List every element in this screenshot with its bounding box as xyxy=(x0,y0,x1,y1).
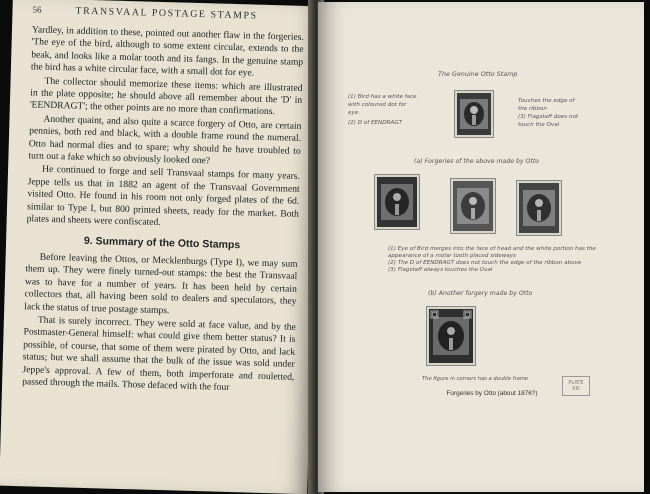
genuine-note-2: with coloured dot for xyxy=(348,102,407,108)
forgery-note-3: (2) The D of EENDRAGT does not touch the edge of the ribbon above xyxy=(388,260,582,266)
genuine-note-8: touch the Oval xyxy=(518,122,560,128)
forgery-note-4: (3) Flagstaff always touches the Oval xyxy=(388,267,493,273)
genuine-note-7: (3) Flagstaff does not xyxy=(518,114,579,120)
genuine-stamp xyxy=(454,90,494,138)
frame-caption: The figure in corners has a double frame xyxy=(422,376,529,382)
running-title: TRANSVAAL POSTAGE STAMPS xyxy=(75,5,258,22)
right-page-plate xyxy=(318,2,644,492)
paragraph: Another quaint, and also quite a scarce forgery of Otto, are certain pennies, both red and black, with a double frame round the numeral. Otto had normal dies and to spare; why should he have troubled to turn out a fake which so obviously looked one? xyxy=(28,113,302,167)
left-page xyxy=(0,0,321,494)
paragraph: That is surely incorrect. They were sold at face value, and by the Postmaster-General himself: what could give them better status? It is possible, of course, that some of them were pirated by Otto, and lack status; but we shall assume that the bulk of the issue was sold under Jeppe's approval. A few of them, both imperforate and rouletted, passed through the mails. Those defaced with the four xyxy=(22,314,296,393)
forgery-note-2: appearance of a molar tooth placed sideways xyxy=(388,253,516,259)
body-text xyxy=(22,24,304,397)
plate-mark-line-2: XIII xyxy=(572,386,580,392)
genuine-note-6: the ribbon xyxy=(518,106,547,112)
another-forgery-caption: (b) Another forgery made by Otto xyxy=(428,290,533,297)
section-heading: 9. Summary of the Otto Stamps xyxy=(83,234,241,251)
plate-number-mark xyxy=(562,376,590,396)
paragraph: The collector should memorize these items: which are illustrated in the plate opposite; he should above all remember about the 'D' in 'EENDRAGT'; the other points are no more than confirmations. xyxy=(29,75,303,118)
forgery-stamp-1 xyxy=(374,174,420,230)
plate-title: The Genuine Otto Stamp xyxy=(438,70,518,78)
genuine-note-4: (2) D of EENDRAGT xyxy=(348,120,402,126)
forgery-stamp-2 xyxy=(450,178,496,234)
paragraph: He continued to forge and sell Transvaal stamps for many years. Jeppe tells us that in 1882 an agent of the Transvaal Government visited Otto. He found in his room not only forged plates of the 6d. similar to Type I, but 800 printed sheets, ready for the market. Both plates and sheets were confiscated. xyxy=(26,164,301,229)
forgeries-caption: (a) Forgeries of the above made by Otto xyxy=(414,158,540,165)
genuine-note-5: Touches the edge of xyxy=(518,98,575,104)
page-number: 56 xyxy=(32,4,42,15)
forgery-stamp-3 xyxy=(516,180,562,236)
paragraph: Yardley, in addition to these, pointed out another flaw in the forgeries. 'The eye of the bird, although to some extent circular, extends to the beak, and looks like a molar tooth and its fangs. In the genuine stamp the bird has a white circular face, with a small dot for eye. xyxy=(30,24,305,79)
genuine-note-3: eye. xyxy=(348,110,360,116)
another-forgery-stamp xyxy=(426,306,476,366)
forgery-note-1: (1) Eye of Bird merges into the face of head and the white portion has the xyxy=(388,246,596,252)
plate-mark-line-1: PLATE xyxy=(568,380,584,386)
running-head xyxy=(32,4,300,22)
paragraph: Before leaving the Ottos, or Mecklenburgs (Type I), we may sum them up. They were finely turned-out stamps: the best the Transvaal was to have for a number of years. It has been held by certain collectors that, all having been sold to dealers and speculators, they lack the status of true postage stamps. xyxy=(24,251,298,316)
plate-caption: Forgeries by Otto (about 1876?) xyxy=(446,390,538,397)
genuine-note-1: (1) Bird has a white face xyxy=(348,94,417,100)
